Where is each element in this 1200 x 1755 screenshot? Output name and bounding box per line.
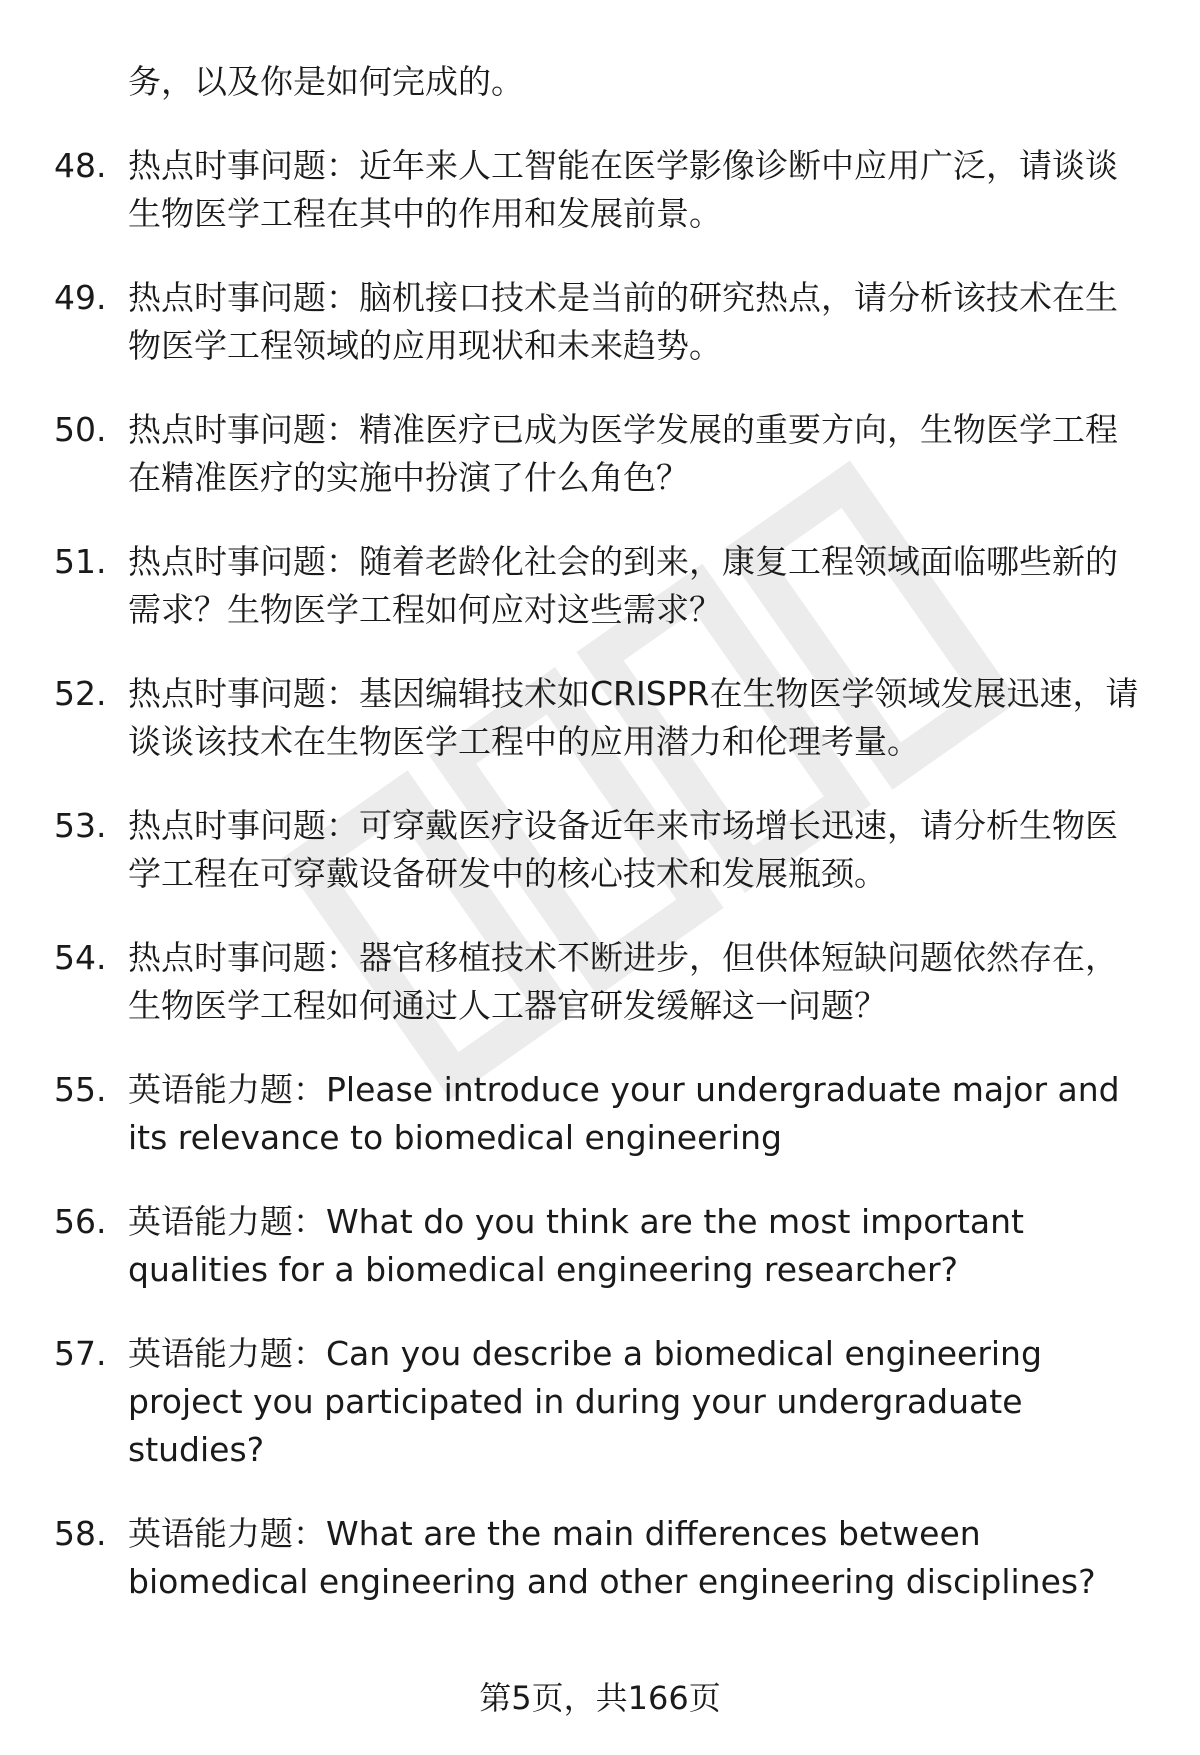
question-text: 热点时事问题：基因编辑技术如CRISPR在生物医学领域发展迅速，请谈谈该技术在生物医学工程中的应用潜力和伦理考量。 [128, 674, 1139, 761]
question-item [54, 1330, 1144, 1474]
question-text: 热点时事问题：器官移植技术不断进步，但供体短缺问题依然存在，生物医学工程如何通过人工器官研发缓解这一问题？ [128, 938, 1118, 1025]
question-item [54, 1066, 1144, 1162]
question-number: 55. [54, 1070, 107, 1109]
question-number: 56. [54, 1202, 107, 1241]
question-item [54, 670, 1144, 766]
question-item [54, 142, 1144, 238]
question-text: 热点时事问题：可穿戴医疗设备近年来市场增长迅速，请分析生物医学工程在可穿戴设备研发中的核心技术和发展瓶颈。 [128, 806, 1118, 893]
question-item [54, 934, 1144, 1030]
question-number: 58. [54, 1514, 107, 1553]
continuation-text: 务，以及你是如何完成的。 [128, 62, 524, 101]
question-number: 52. [54, 674, 107, 713]
question-text: 热点时事问题：近年来人工智能在医学影像诊断中应用广泛，请谈谈生物医学工程在其中的作用和发展前景。 [128, 146, 1118, 233]
question-item [54, 406, 1144, 502]
question-text: 英语能力题：Please introduce your undergraduate major and its relevance to biomedical engineering [128, 1070, 1120, 1157]
question-number: 49. [54, 278, 107, 317]
question-text: 英语能力题：Can you describe a biomedical engineering project you participated in during your undergraduate studies? [128, 1334, 1042, 1469]
question-number: 50. [54, 410, 107, 449]
question-item [54, 274, 1144, 370]
question-number: 57. [54, 1334, 107, 1373]
question-text: 英语能力题：What do you think are the most important qualities for a biomedical engineering researcher? [128, 1202, 1024, 1289]
question-item [54, 1198, 1144, 1294]
question-list [54, 58, 1144, 1642]
question-text: 热点时事问题：精准医疗已成为医学发展的重要方向，生物医学工程在精准医疗的实施中扮演了什么角色？ [128, 410, 1118, 497]
question-number: 53. [54, 806, 107, 845]
question-item [54, 1510, 1144, 1606]
question-text: 热点时事问题：脑机接口技术是当前的研究热点，请分析该技术在生物医学工程领域的应用现状和未来趋势。 [128, 278, 1118, 365]
question-item [54, 802, 1144, 898]
page-footer: 第5页，共166页 [479, 1679, 721, 1717]
question-number: 54. [54, 938, 107, 977]
question-number: 48. [54, 146, 107, 185]
question-text: 热点时事问题：随着老龄化社会的到来，康复工程领域面临哪些新的需求？生物医学工程如何应对这些需求？ [128, 542, 1118, 629]
question-number: 51. [54, 542, 107, 581]
question-text: 英语能力题：What are the main differences between biomedical engineering and other engineering disciplines? [128, 1514, 1096, 1601]
question-item [54, 538, 1144, 634]
